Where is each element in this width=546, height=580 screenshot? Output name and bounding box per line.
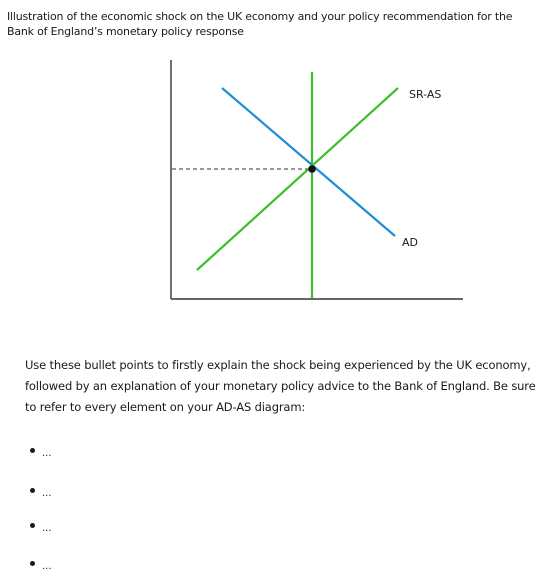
ad-label: AD bbox=[402, 236, 418, 249]
bullet-text: ... bbox=[42, 448, 52, 459]
bullet-item bbox=[30, 484, 52, 498]
bullet-item bbox=[30, 444, 52, 458]
instructions-text: Use these bullet points to firstly explain the shock being experienced by the UK economy, followed by an explanation of your monetary policy advice to the Bank of England. Be sure to refer to every element on your AD-AS diagram: bbox=[25, 358, 536, 414]
bullet-dot-icon bbox=[30, 448, 35, 453]
bullet-dot-icon bbox=[30, 488, 35, 493]
bullet-dot-icon bbox=[30, 523, 35, 528]
sras-label: SR-AS bbox=[409, 88, 442, 101]
bullet-text: ... bbox=[42, 561, 52, 572]
bullet-text: ... bbox=[42, 523, 52, 534]
bullet-item bbox=[30, 557, 52, 571]
bullet-dot-icon bbox=[30, 561, 35, 566]
page-heading: Illustration of the economic shock on the UK economy and your policy recommendation for the Bank of England’s monetary policy response bbox=[7, 10, 513, 38]
bullet-text: ... bbox=[42, 488, 52, 499]
bullet-item bbox=[30, 519, 52, 533]
